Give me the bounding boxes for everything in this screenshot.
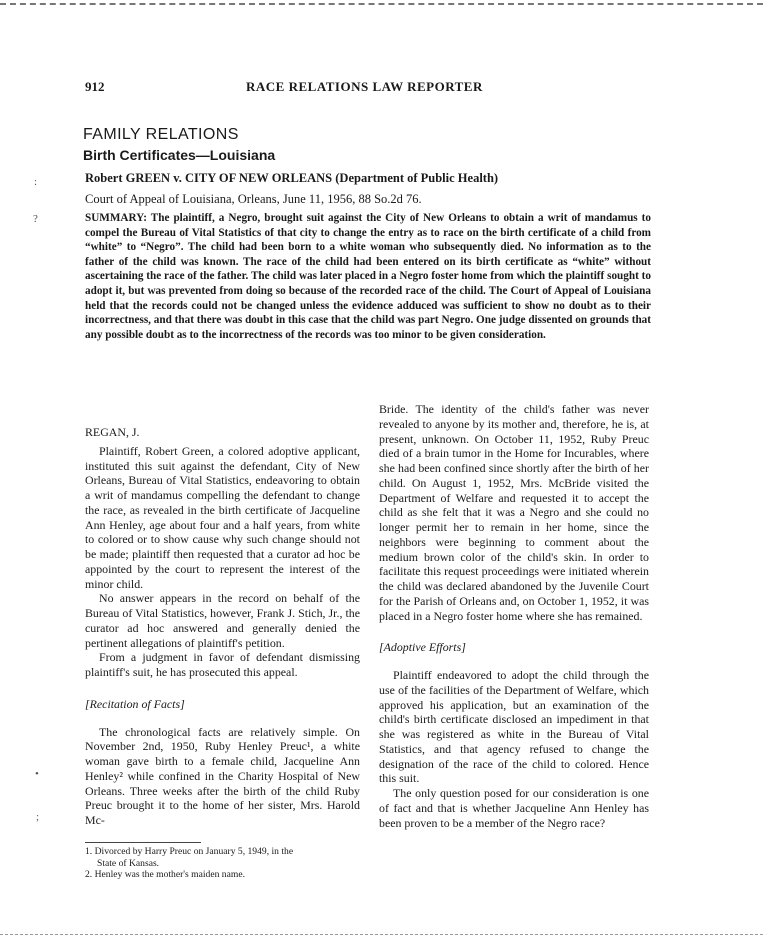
bottom-scan-edge <box>0 934 763 935</box>
page-number: 912 <box>85 79 105 94</box>
running-header: RACE RELATIONS LAW REPORTER <box>246 79 483 94</box>
case-summary: SUMMARY: The plaintiff, a Negro, brought suit against the City of New Orleans to obtain a writ of mandamus to compel the Bureau of Vital Statistics of that city to change the entry as to race on the birth certificate of a child from “white” to “Negro”. The child had been born to a white woman who subsequently died. No information as to the father of the child was known. The race of the child had been entered on its birth certificate as “white” without ascertaining the race of the father. The child was later placed in a Negro foster home from which the plaintiff sought to adopt it, but was prevented from doing so because of the recorded race of the child. The Court of Appeal of Louisiana held that the records could not be changed unless the evidence adduced was sufficient to show no doubt as to their incorrectness, and that there was doubt in this case that the child was part Negro. One judge dissented on grounds that any possible doubt as to the incorrectness of the records was too minor to be given consideration. <box>85 212 651 341</box>
margin-scan-mark: ? <box>33 213 38 225</box>
opinion-paragraph: No answer appears in the record on behalf of the Bureau of Vital Statistics, however, Frank J. Stich, Jr., the curator ad hoc answered and generally denied the pertinent allegations of plaintiff's petition. <box>85 591 360 650</box>
footnote-divider <box>85 842 201 843</box>
footnotes <box>85 846 360 881</box>
opinion-right-column <box>379 402 649 830</box>
opinion-paragraph: The only question posed for our consideration is one of fact and that is whether Jacqueline Ann Henley has been proven to be a member of the Negro race? <box>379 786 649 830</box>
case-title: Robert GREEN v. CITY OF NEW ORLEANS (Department of Public Health) <box>85 171 499 185</box>
opinion-paragraph: The chronological facts are relatively simple. On November 2nd, 1950, Ruby Henley Preuc¹, a white woman gave birth to a female child, Jacqueline Ann Henley² while confined in the Charity Hospital of New Orleans. Three weeks after the birth of the child Ruby Preuc brought it to the home of her sister, Mrs. Harold Mc- <box>85 724 360 827</box>
footnote: 2. Henley was the mother's maiden name. <box>85 869 245 880</box>
section-heading-adoptive: [Adoptive Efforts] <box>379 640 466 655</box>
opinion-paragraph: Plaintiff endeavored to adopt the child through the use of the facilities of the Department of Welfare, which approved his application, but an examination of the child's birth certificate disclosed an impediment in that she was registered as white in the Bureau of Vital Statistics, and that agency refused to change the designation of the race of the child to colored. Hence this suit. <box>379 668 649 786</box>
footnote-continuation: State of Kansas. <box>97 857 160 869</box>
opinion-paragraph: Bride. The identity of the child's father was never revealed to anyone by its mother and, therefore, he is, at present, unknown. On October 11, 1952, Ruby Preuc died of a brain tumor in the Home for Incurables, where she had been confined since shortly after the birth of her child. On August 1, 1952, Mrs. McBride visited the Department of Welfare and requested it to accept the child as she felt that it was a Negro and she could no longer permit her to remain in her home, since the neighbors were beginning to comment about the medium brown color of the child's skin. In order to facilitate this request proceedings were initiated wherein the child was declared abandoned by the Juvenile Court for the Parish of Orleans and, on October 1, 1952, it was placed in a Negro foster home where she has remained. <box>379 402 649 623</box>
footnote: 1. Divorced by Harry Preuc on January 5, 1949, in the <box>85 846 294 857</box>
margin-scan-mark: • <box>35 768 39 780</box>
case-citation: Court of Appeal of Louisiana, Orleans, June 11, 1956, 88 So.2d 76. <box>85 192 422 206</box>
opinion-paragraph: Plaintiff, Robert Green, a colored adoptive applicant, instituted this suit against the defendant, City of New Orleans, Bureau of Vital Statistics, endeavoring to obtain a writ of mandamus compelling the defendant to change the race, as revealed in the birth certificate of Jacqueline Ann Henley, age about four and a half years, from white to colored or to show cause why such change should not be made; plaintiff then requested that a curator ad hoc be appointed by the court to represent the interest of the minor child. <box>85 443 360 591</box>
opinion-author: REGAN, J. <box>85 425 140 439</box>
top-scan-edge <box>0 3 763 5</box>
section-title: FAMILY RELATIONS <box>83 126 239 143</box>
margin-scan-mark: ; <box>36 811 40 823</box>
opinion-left-column <box>85 425 360 828</box>
subsection-title: Birth Certificates—Louisiana <box>83 147 276 163</box>
opinion-paragraph: From a judgment in favor of defendant dismissing plaintiff's suit, he has prosecuted this appeal. <box>85 650 360 679</box>
margin-scan-mark: : <box>34 176 38 188</box>
section-heading-facts: [Recitation of Facts] <box>85 696 185 711</box>
